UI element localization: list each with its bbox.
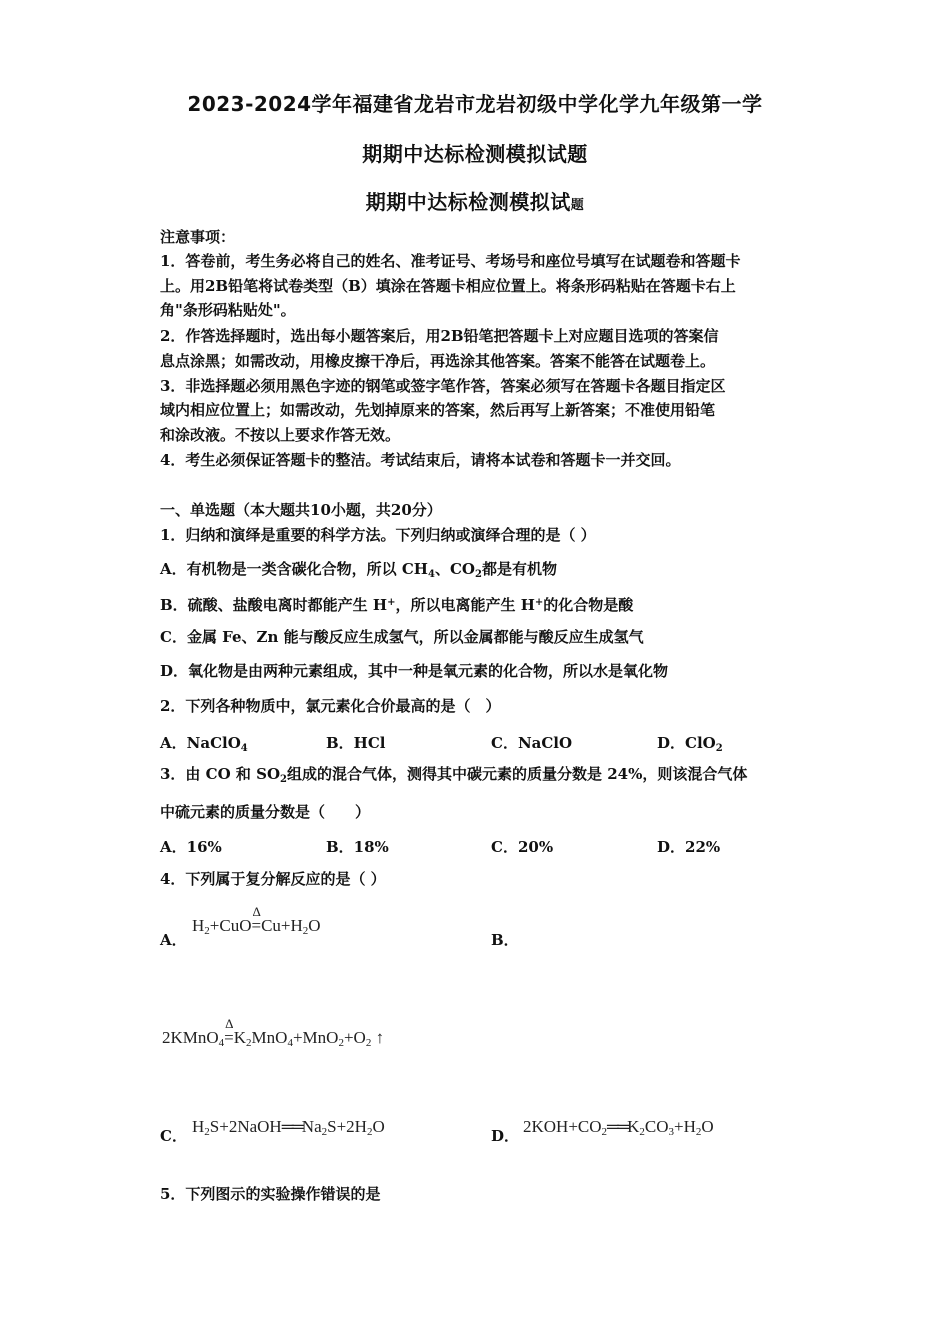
q4-equation-b: 2KMnO$_4$ Δ $=K_2MnO_4+MnO_2+O_2$ ↑ — [162, 1016, 385, 1049]
delta-sign: Δ — [252, 904, 261, 919]
q4-option-b-label: B． — [491, 931, 519, 949]
q1-stem: 1．归纳和演绎是重要的科学方法。下列归纳或演绎合理的是（ ） — [160, 526, 596, 544]
q4-option-d-label: D． — [491, 1127, 520, 1145]
q3-stem-line-2: 中硫元素的质量分数是（ ） — [160, 803, 371, 821]
notice-line-8: 和涂改液。不按以上要求作答无效。 — [160, 426, 401, 444]
q1-option-b: B．硫酸、盐酸电离时都能产生 H+，所以电离能产生 H+的化合物是酸 — [160, 596, 634, 614]
notice-heading: 注意事项： — [160, 228, 236, 246]
q4-equation-d: $2KOH+CO_2══K_2CO_3+H_2O$ — [523, 1117, 714, 1138]
q1-option-c: C．金属 Fe、Zn 能与酸反应生成氢气，所以金属都能与酸反应生成氢气 — [160, 628, 644, 646]
q4-equation-a: $H_2+CuO$ Δ $=Cu+H_2O$ — [192, 904, 321, 937]
notice-line-4: 2．作答选择题时，选出每小题答案后，用2B铅笔把答题卡上对应题目选项的答案信 — [160, 327, 719, 345]
title-line-2: 期期中达标检测模拟试题 — [362, 142, 588, 166]
q3-option-b: B．18% — [326, 838, 389, 856]
q2-option-d: D．ClO$_2$ — [657, 734, 723, 754]
title-line-3-small: 题 — [570, 198, 585, 213]
q2-option-a: A．NaClO$_4$ — [160, 734, 248, 754]
q4-equation-c: $H_2S+2NaOH══Na_2S+2H_2O$ — [192, 1117, 385, 1138]
notice-line-5: 息点涂黑；如需改动，用橡皮擦干净后，再选涂其他答案。答案不能答在试题卷上。 — [160, 352, 716, 370]
delta-sign: Δ — [225, 1016, 234, 1031]
notice-line-1: 1．答卷前，考生务必将自己的姓名、准考证号、考场号和座位号填写在试题卷和答题卡 — [160, 252, 741, 270]
notice-line-6: 3．非选择题必须用黑色字迹的钢笔或签字笔作答，答案必须写在答题卡各题目指定区 — [160, 377, 726, 395]
title-line-1: 2023-2024学年福建省龙岩市龙岩初级中学化学九年级第一学 — [187, 92, 763, 116]
notice-line-7: 域内相应位置上；如需改动，先划掉原来的答案，然后再写上新答案；不准使用铅笔 — [160, 401, 716, 419]
title-line-3-main: 期期中达标检测模拟试 — [365, 190, 571, 214]
q2-option-c: C．NaClO — [491, 734, 573, 752]
q3-option-c: C．20% — [491, 838, 554, 856]
notice-line-3: 角"条形码粘贴处"。 — [160, 301, 296, 319]
q5-stem: 5．下列图示的实验操作错误的是 — [160, 1185, 381, 1203]
q2-stem: 2．下列各种物质中，氯元素化合价最高的是（ ） — [160, 697, 501, 715]
notice-line-2: 上。用2B铅笔将试卷类型（B）填涂在答题卡相应位置上。将条形码粘贴在答题卡右上 — [160, 277, 736, 295]
q4-stem: 4．下列属于复分解反应的是（ ） — [160, 870, 386, 888]
notice-line-9: 4．考生必须保证答题卡的整洁。考试结束后，请将本试卷和答题卡一并交回。 — [160, 451, 681, 469]
q4-option-a-label: A． — [160, 931, 187, 949]
title-line-3 — [0, 186, 950, 215]
q3-option-d: D．22% — [657, 838, 721, 856]
q4-option-c-label: C． — [160, 1127, 187, 1145]
section-heading: 一、单选题（本大题共10小题，共20分） — [160, 501, 442, 519]
q1-option-d: D．氧化物是由两种元素组成，其中一种是氧元素的化合物，所以水是氧化物 — [160, 662, 669, 680]
q3-stem-line-1: 3．由 CO 和 $SO_2$组成的混合气体，测得其中碳元素的质量分数是 24%，则该混合气体 — [160, 765, 748, 785]
q3-option-a: A．16% — [160, 838, 222, 856]
q2-option-b: B．HCl — [326, 734, 386, 752]
q1-option-a: A．有机物是一类含碳化合物，所以 $CH_4$、$CO_2$都是有机物 — [160, 560, 557, 580]
